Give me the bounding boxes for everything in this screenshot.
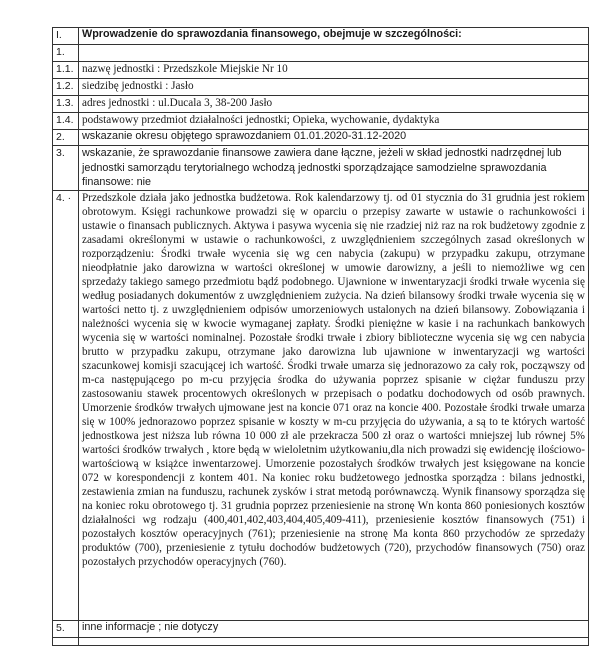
row-number: I. <box>53 28 79 45</box>
row-number: 5. <box>53 621 79 638</box>
table-row <box>53 621 589 638</box>
table-row <box>53 638 589 646</box>
row-number: 3. <box>53 146 79 191</box>
table-row <box>53 130 589 146</box>
unit-name: nazwę jednostki : Przedszkole Miejskie Nr 10 <box>79 62 589 79</box>
financial-statement-introduction-table <box>52 27 589 646</box>
row-number: 4. · <box>53 191 79 621</box>
row-number: 1.1. <box>53 62 79 79</box>
table-row <box>53 96 589 113</box>
table-row <box>53 79 589 96</box>
row-number: 1. <box>53 45 79 62</box>
unit-activity: podstawowy przedmiot działalności jednostki; Opieka, wychowanie, dydaktyka <box>79 113 589 130</box>
row-number: 1.2. <box>53 79 79 96</box>
empty-cell <box>53 638 79 646</box>
table-row <box>53 62 589 79</box>
combined-data-statement: wskazanie, że sprawozdanie finansowe zawiera dane łączne, jeżeli w skład jednostki nadrzędnej lub jednostki samorządu terytorialnego wchodzą jednostki sporządzające samodzielne sprawozdania finansowe: nie <box>79 146 589 191</box>
table-row <box>53 45 589 62</box>
table-row <box>53 113 589 130</box>
accounting-policies-text: Przedszkole działa jako jednostka budżetowa. Rok kalendarzowy tj. od 01 stycznia do 31 grudnia jest rokiem obrotowym. Księgi rachunkowe prowadzi się w oparciu o przepisy zawarte w ustawie o rachunkowości i ustawie o finansach publicznych. Aktywa i pasywa wycenia się nie rzadziej niż raz na rok budżetowy zgodnie z zasadami określonymi w ustawie o rachunkowości, z uwzględnieniem szczególnych zasad określonych w rozporządzeniu: Środki trwałe wycenia się wg cen nabycia (zakupu) w przypadku zakupu, otrzymane nieodpłatnie jako darowizna w wartości określonej w umowie darowizny, a jeśli to niemożliwe wg cen sprzedaży takiego samego przedmiotu bądź podobnego. Ujawnione w inwentaryzacji środki trwałe wycenia się według posiadanych dokumentów z uwzględnieniem zużycia. Na dzień bilansowy środki trwałe wycenia się w wartości netto tj. z uwzględnieniem odpisów umorzeniowych ustalonych na dzień bilansowy. Zobowiązania i należności wycenia się w kwocie wymaganej zapłaty. Środki pieniężne w kasie i na rachunkach bankowych wycenia się w wartości nominalnej. Pozostałe środki trwałe i zbiory biblioteczne wycenia się wg cen nabycia brutto w przypadku zakupu, otrzymane jako darowizna lub ujawnione w inwentaryzacji wg wartości szacunkowej komisji szacującej ich wartość. Środki trwałe umarza się jednorazowo za cały rok, począwszy od m-ca następującego po m-cu przyjęcia środka do używania poprzez spisanie w ciężar funduszu przy zastosowaniu stawek procentowych określonych w przepisach o podatku dochodowych od osób prawnych. Umorzenie środków trwałych ujmowane jest na koncie 071 oraz na koncie 400. Pozostałe środki trwałe umarza się w 100% jednorazowo poprzez spisanie w koszty w m-cu przyjęcia do używania, a są to te których wartość jednostkowa jest niższa lub równa 10 000 zł ale przekracza 500 zł oraz o wartości mniejszej lub równej 5% wartości środków trwałych , ktore będą w wieloletnim użytkowaniu,dla nich prowadzi się ewidencję ilościowo-wartościową w książce inwentarzowej. Umorzenie pozostałych środków trwałych jest księgowane na koncie 072 w korespondencji z kontem 401. Na koniec roku budżetowego jednostka sporządza : bilans jednostki, zestawienia zmian na funduszu, rachunek zysków i strat metodą porównawczą. Wynik finansowy sporządza się na koniec roku obrotowego tj. 31 grudnia poprzez przeniesienie na stronę Wn konta 860 poniesionych kosztów działalności wg rodzaju (400,401,402,403,404,405,409-411), przeniesienie kosztów finansowych (751) i pozostałych kosztów operacyjnych (761); przeniesienie na stronę Ma konta 860 przychodów ze sprzedaży produktów (700), przeniesienie z tytułu dochodów budżetowych (720), przychodów finansowych (750) oraz pozostałych przychodów operacyjnych (760). <box>79 191 589 621</box>
row-text <box>79 45 589 62</box>
row-number: 1.3. <box>53 96 79 113</box>
table-row <box>53 28 589 45</box>
empty-cell <box>79 638 589 646</box>
other-information: inne informacje ; nie dotyczy <box>79 621 589 638</box>
section-heading: Wprowadzenie do sprawozdania finansowego, obejmuje w szczególności: <box>79 28 589 45</box>
row-number: 1.4. <box>53 113 79 130</box>
table-row <box>53 146 589 191</box>
reporting-period: wskazanie okresu objętego sprawozdaniem 01.01.2020-31.12-2020 <box>79 130 589 146</box>
unit-seat: siedzibę jednostki : Jasło <box>79 79 589 96</box>
unit-address: adres jednostki : ul.Ducala 3, 38-200 Jasło <box>79 96 589 113</box>
row-number: 2. <box>53 130 79 146</box>
table-row <box>53 191 589 621</box>
